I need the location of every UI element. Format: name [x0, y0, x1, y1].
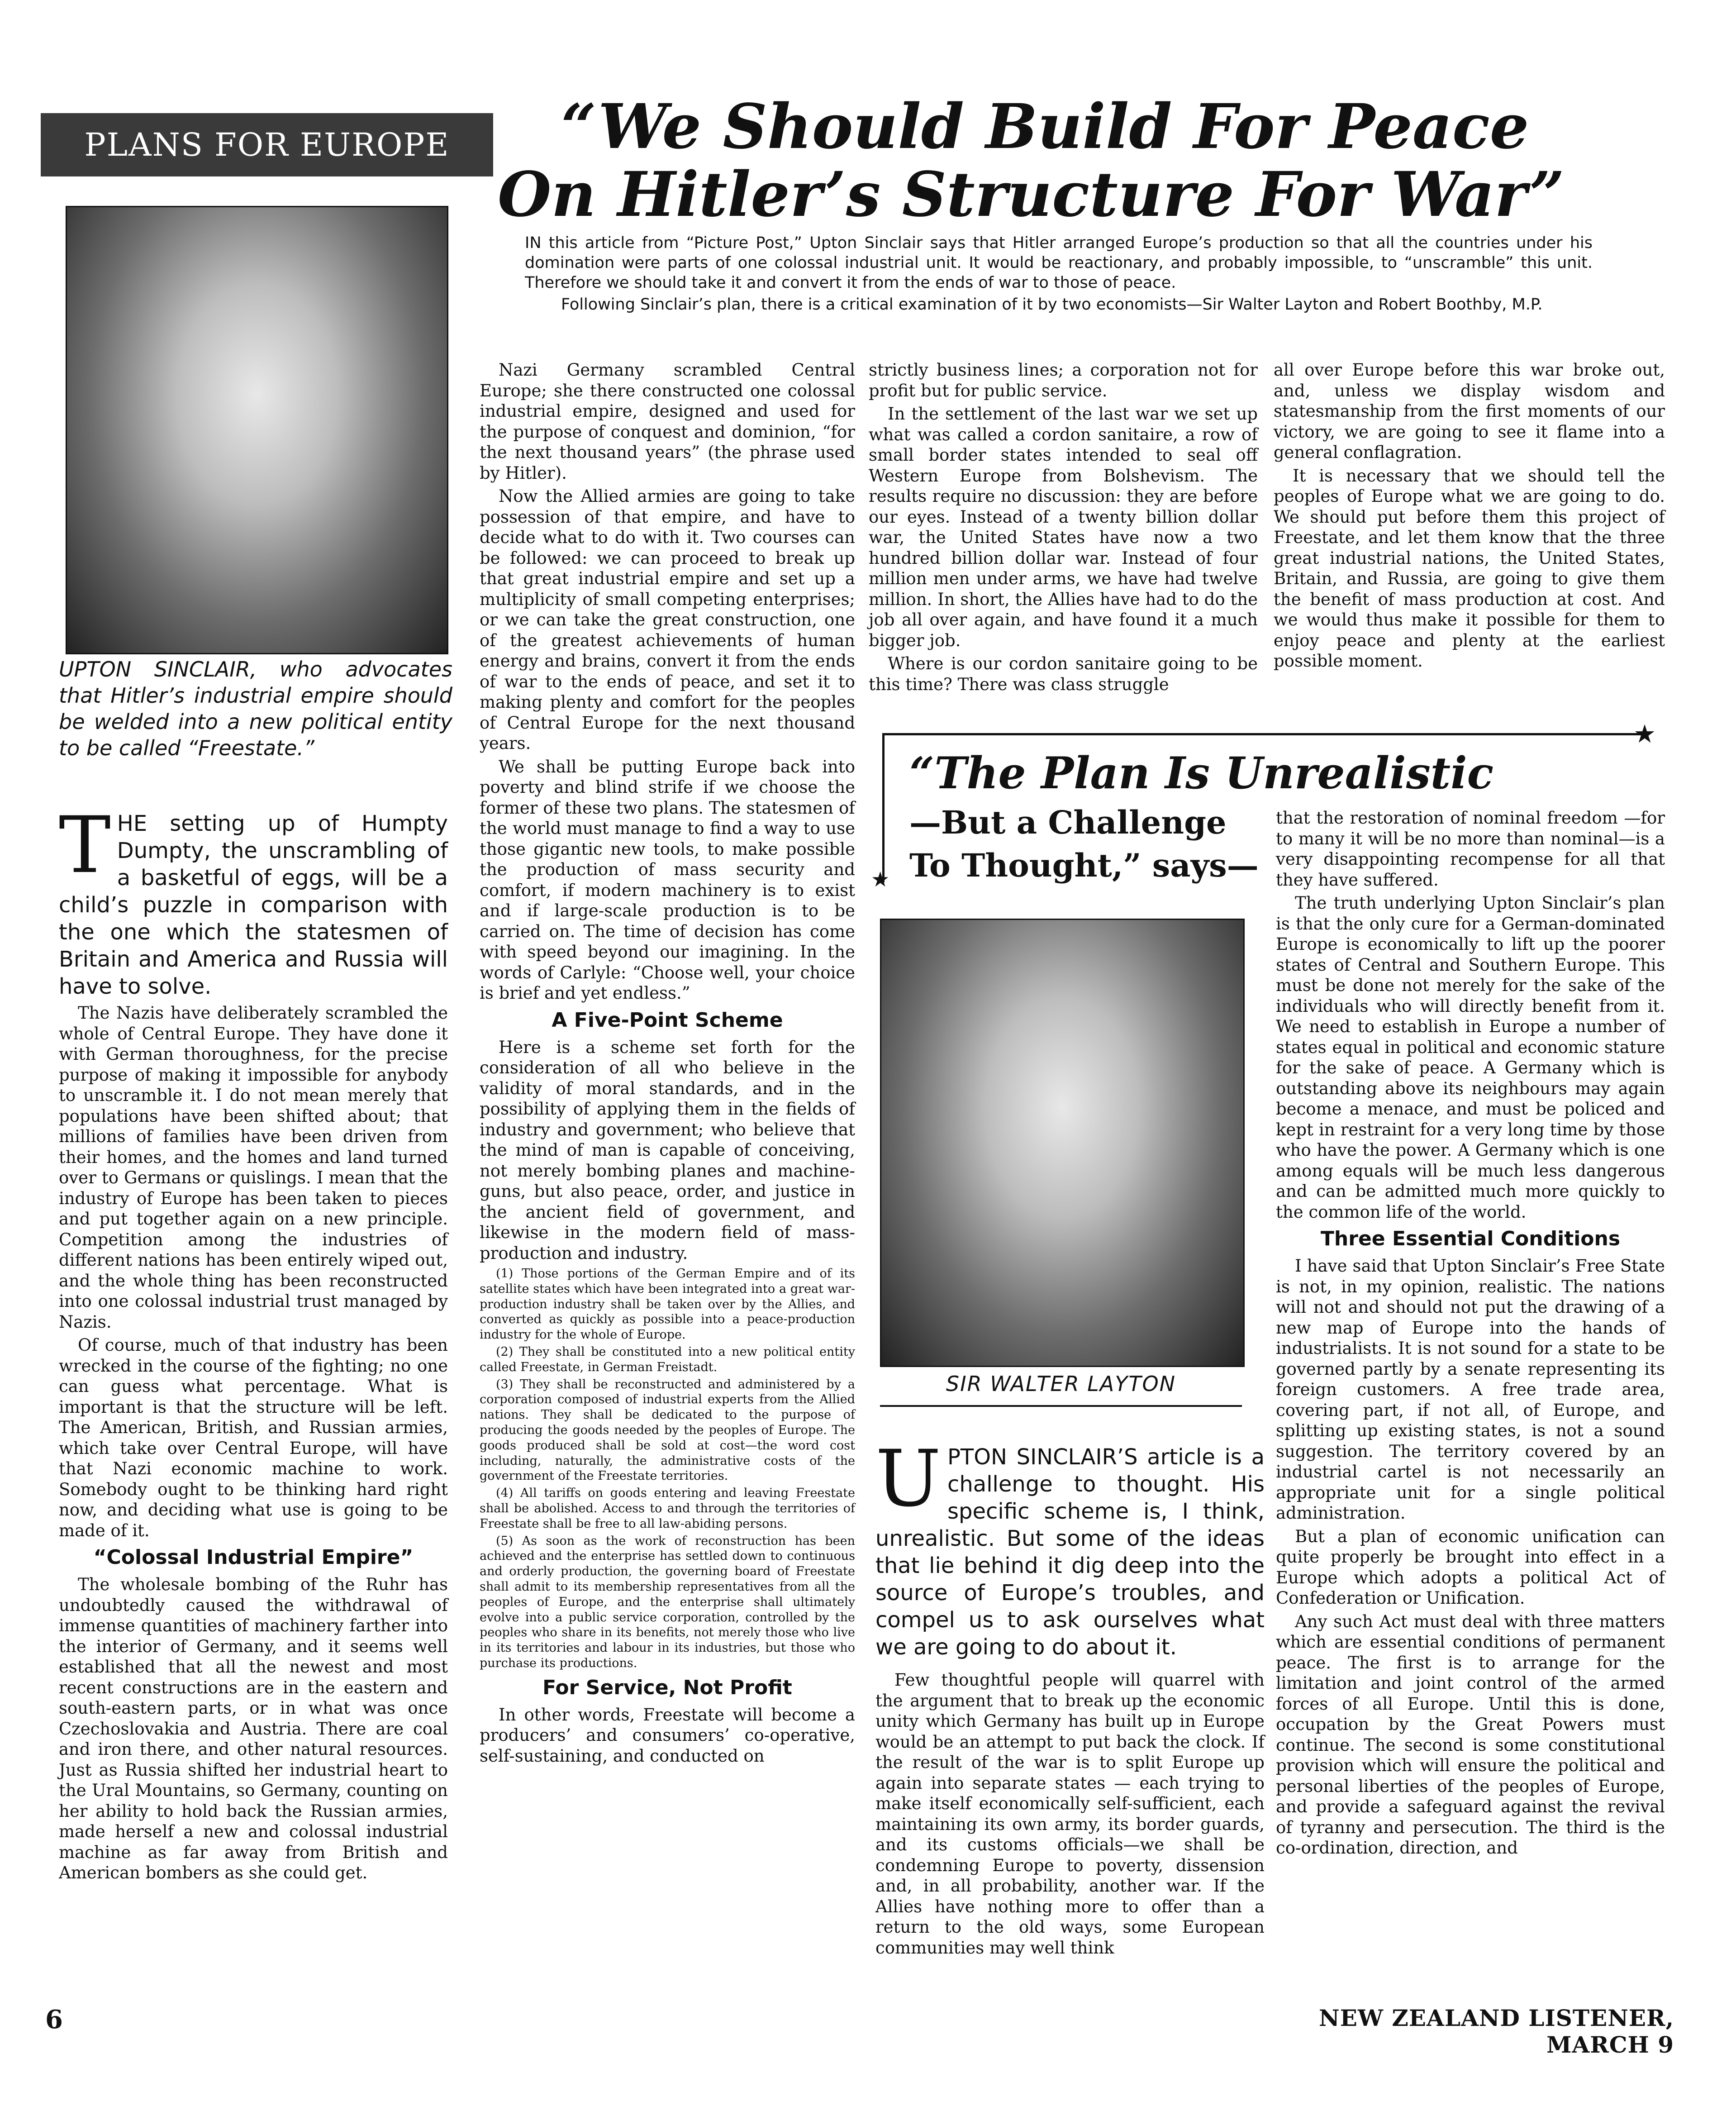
column-3: [869, 360, 1258, 697]
subhead-colossal-industrial-empire: “Colossal Industrial Empire”: [93, 1546, 414, 1569]
scheme-point-2: (2) They shall be constituted into a new political entity called Freestate, in German Freistadt.: [480, 1344, 855, 1374]
scheme-point-3: (3) They shall be reconstructed and administered by a corporation composed of industrial experts from the Allied nations. They shall be dedicated to the purpose of producing the goods needed by the peoples of Europe. The goods produced shall be sold at cost—the word cost including, naturally, the administrative costs of the government of the Freestate territories.: [480, 1377, 855, 1483]
col5-para-2: The truth underlying Upton Sinclair’s plan is that the only cure for a German-dominated Europe is economically to lift up the poorer states of Central and Southern Europe. This must be done not merely for the sake of the individuals who will directly benefit from it. We need to establish in Europe a number of states equal in political and economic stature for the sake of peace. A Germany which is outstanding above its neighbours may again become a menace, and must be policed and kept in restraint for a very long time by those who have the power. A Germany which is one among equals will be much less dangerous and can be admitted much more quickly to the common life of the world.: [1276, 893, 1665, 1222]
col5-para-4: But a plan of economic unification can quite properly be brought into effect in a Europe which adopts a political Act of Confederation or Unification.: [1276, 1526, 1665, 1608]
upton-sinclair-photo: [66, 206, 448, 654]
main-headline-line2: On Hitler’s Structure For War”: [498, 158, 1565, 231]
col4-para-2: It is necessary that we should tell the peoples of Europe what we are going to do. We should put before them this project of Freestate, and let them know that the three great industrial nations, the United States, Britain, and Russia, are going to give them the benefit of mass production at cost. And we would thus make it possible for them to enjoy peace and plenty at the earliest possible moment.: [1274, 466, 1665, 671]
dropcap-u: U: [875, 1433, 941, 1524]
subhead-for-service-not-profit: For Service, Not Profit: [542, 1676, 792, 1699]
walter-layton-caption: SIR WALTER LAYTON: [946, 1372, 1176, 1396]
lead-text-1: HE setting up of Humpty Dumpty, the unscrambling of a basketful of eggs, will be a child’s puzzle in comparison with the one which the statesmen of Britain and America and Russia will have to solve.: [59, 811, 448, 999]
col2-para-2: Now the Allied armies are going to take possession of that empire, and have to decide what to do with it. Two courses can be followed: we can proceed to break up that great industrial empire and set up a multiplicity of small competing enterprises; or we can take the great construction, one of the greatest achievements of human energy and brains, convert it from the ends of war to the ends of peace, and set it to making plenty and comfort for the peoples of Central Europe for the next thousand years.: [480, 486, 855, 753]
dropcap-t: T: [59, 800, 111, 891]
scheme-point-4: (4) All tariffs on goods entering and leaving Freestate shall be abolished. Access to and through the territories of Freestate shall be free to all law-abiding persons.: [480, 1486, 855, 1531]
second-kicker-line1: —But a Challenge: [909, 804, 1227, 841]
col3-para-1: strictly business lines; a corporation not for profit but for public service.: [869, 360, 1258, 400]
caption-rule: [880, 1405, 1242, 1407]
second-kicker-line2: To Thought,” says—: [909, 847, 1259, 884]
upton-sinclair-caption: UPTON SINCLAIR, who advocates that Hitler’s industrial empire should be welded into a new political entity to be called “Freestate.”: [59, 657, 452, 760]
col2-para-3: We shall be putting Europe back into poverty and blind strife if we choose the former of these two plans. The statesmen of the world must manage to find a way to use those gigantic new tools, to make possible the production of mass security and comfort, if modern machinery is to exist and if large-scale production is to be carried on. The time of decision has come with speed beyond our imagining. In the words of Carlyle: “Choose well, your choice is brief and yet endless.”: [480, 757, 855, 1003]
column-4: [1274, 360, 1665, 674]
lead-paragraph-2: [875, 1433, 1265, 1661]
col1-para-1: The Nazis have deliberately scrambled the whole of Central Europe. They have done it with German thoroughness, for the precise purpose of making it impossible for anybody to unscramble it. I do not mean merely that populations have been shifted about; that millions of families have been driven from their homes, and the homes and land turned over to Germans or quislings. I mean that the industry of Europe has been taken to pieces and put together again on a new principle. Competition among the industries of different nations has been entirely wiped out, and the whole thing has been reconstructed into one colossal industrial trust managed by Nazis.: [59, 1003, 448, 1332]
scheme-point-1: (1) Those portions of the German Empire and of its satellite states which have been integrated into a great war-production industry shall be taken over by the Allies, and converted as quickly as possible into a peace-production industry for the whole of Europe.: [480, 1267, 855, 1342]
col1-para-3: The wholesale bombing of the Ruhr has undoubtedly caused the withdrawal of immense quantities of machinery farther into the interior of Germany, and it seems well established that all the newest and most recent constructions are in the eastern and south-eastern parts, or in what was once Czechoslovakia and Austria. There are coal and iron there, and other natural resources. Just as Russia shifted her industrial heart to the Ural Mountains, so Germany, counting on her ability to hold back the Russian armies, made herself a new and colossal industrial machine as far away from British and American bombers as she could get.: [59, 1575, 448, 1882]
section-badge-label: PLANS FOR EUROPE: [84, 126, 450, 163]
star-icon-top: ★: [1633, 719, 1656, 749]
lead-text-2: PTON SINCLAIR’S article is a challenge to thought. His specific scheme is, I think, unrealistic. But some of the ideas that lie behind it dig deep into the source of Europe’s troubles, and compel us to ask ourselves what we are going to do about it.: [875, 1444, 1265, 1660]
col2-para-5: In other words, Freestate will become a producers’ and consumers’ co-operative, self-sustaining, and conducted on: [480, 1705, 855, 1766]
col2-para-1: Nazi Germany scrambled Central Europe; she there constructed one colossal industrial empire, designed and used for the purpose of conquest and dominion, “for the next thousand years” (the phrase used by Hitler).: [480, 360, 855, 483]
intro-para1: IN this article from “Picture Post,” Upton Sinclair says that Hitler arranged Europe’s production so that all the countries under his domination were parts of one colossal industrial unit. It would be reactionary, and probably impossible, to “unscramble” this unit. Therefore we should take it and convert it from the ends of war to those of peace.: [525, 234, 1593, 292]
section-badge: [41, 113, 493, 176]
intro-block: [525, 233, 1593, 314]
col2-para-4: Here is a scheme set forth for the consideration of all who believe in the validity of moral standards, and in the possibility of applying them in the fields of industry and government; who believe that the mind of man is capable of conceiving, not merely bombing planes and machine-guns, but also peace, order, and justice in the ancient field of government, and likewise in the modern field of mass-production and industry.: [480, 1037, 855, 1263]
col1-para-2: Of course, much of that industry has been wrecked in the course of the fighting; no one can guess what percentage. What is important is that the structure will be left. The American, British, and Russian armies, which take over Central Europe, will have that Nazi economic machine to work. Somebody ought to be thinking hard right now, and deciding what use is going to be made of it.: [59, 1335, 448, 1540]
page-number: 6: [45, 2005, 63, 2034]
intro-para2: Following Sinclair’s plan, there is a critical examination of it by two economists—Sir Walter Layton and Robert Boothby, M.P.: [561, 295, 1543, 314]
publication-footer: NEW ZEALAND LISTENER, MARCH 9: [1319, 2005, 1674, 2058]
lead-paragraph-1: [59, 800, 448, 1000]
main-headline-line1: “We Should Build For Peace: [561, 91, 1529, 163]
column-2: [480, 360, 855, 1769]
walter-layton-photo: [880, 919, 1245, 1367]
column-1: [59, 800, 448, 1886]
section-divider-vertical: [882, 733, 885, 882]
section-divider: [882, 733, 1642, 735]
star-icon-left: ★: [871, 867, 890, 891]
scheme-point-5: (5) As soon as the work of reconstruction has been achieved and the enterprise has settled down to continuous and orderly production, the governing board of Freestate shall admit to its membership representatives from all the peoples of Europe, and the enterprise shall ultimately evolve into a public service corporation, controlled by the peoples who share in its benefits, not merely those who live in its territories and labour in its industries, but those who purchase its productions.: [480, 1534, 855, 1670]
col3-para-3: Where is our cordon sanitaire going to be this time? There was class struggle: [869, 654, 1258, 694]
col4-para-1: all over Europe before this war broke out, and, unless we display wisdom and statesmanship from the first moments of our victory, we are going to see it flame into a general conflagration.: [1274, 360, 1665, 462]
col5-para-3: I have said that Upton Sinclair’s Free State is not, in my opinion, realistic. The nations will not and should not put the drawing of a new map of Europe into the hands of industrialists. It is not sound for a state to be governed partly by a senate representing its foreign customers. A free trade area, covering part, if not all, of Europe, and splitting up existing states, is not a sound suggestion. The territory covered by an industrial cartel is not necessarily an appropriate unit for a single political administration.: [1276, 1256, 1665, 1523]
column-5: [1276, 808, 1665, 1861]
subhead-three-essential-conditions: Three Essential Conditions: [1320, 1227, 1621, 1250]
second-headline: “The Plan Is Unrealistic: [909, 748, 1494, 799]
col5-para-1: that the restoration of nominal freedom —for to many it will be no more than nominal—is a very disappointing recompense for all that they have suffered.: [1276, 808, 1665, 890]
scheme-points: [480, 1266, 855, 1671]
layton-column: [875, 1433, 1265, 1961]
col5-para-5: Any such Act must deal with three matters which are essential conditions of permanent peace. The first is to arrange for the limitation and joint control of the armed forces of all Europe. Until this is done, occupation by the Great Powers must continue. The second is some constitutional provision which will ensure the political and personal liberties of the peoples of Europe, and provide a safeguard against the revival of tyranny and persecution. The third is the co-ordination, direction, and: [1276, 1611, 1665, 1858]
layton-para-1: Few thoughtful people will quarrel with the argument that to break up the economic unity which Germany has built up in Europe would be an attempt to put back the clock. If the result of the war is to split Europe up again into separate states — each trying to make itself economically self-sufficient, each maintaining its own army, its border guards, and its customs officials—we shall be condemning Europe to poverty, dissension and, in all probability, another war. If the Allies have nothing more to offer than a return to the old ways, some European communities may well think: [875, 1670, 1265, 1958]
subhead-five-point-scheme: A Five-Point Scheme: [552, 1008, 783, 1032]
col3-para-2: In the settlement of the last war we set up what was called a cordon sanitaire, a row of small border states intended to seal off Western Europe from Bolshevism. The results require no discussion: they are before our eyes. Instead of a twenty billion dollar war, the United States have now a two hundred billion dollar war. Instead of four million men under arms, we have had twelve million. In short, the Allies have had to do the job all over again, and have found it a much bigger job.: [869, 404, 1258, 650]
